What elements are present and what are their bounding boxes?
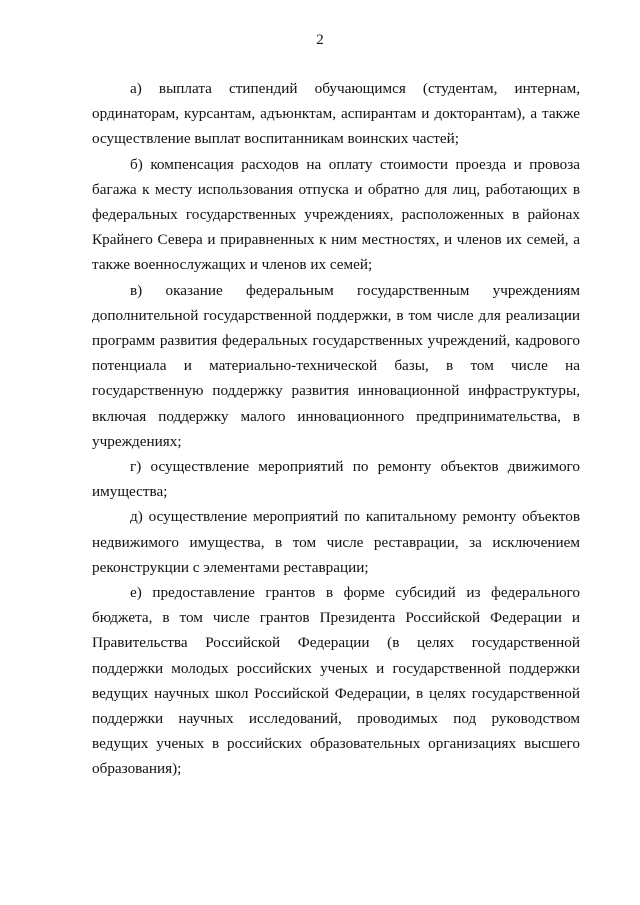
document-body bbox=[92, 76, 580, 782]
paragraph-d: д) осуществление мероприятий по капитальному ремонту объектов недвижимого имущества, в том числе реставрации, за исключением реконструкции с элементами реставрации; bbox=[92, 508, 580, 576]
paragraph-v: в) оказание федеральным государственным учреждениям дополнительной государственной поддержки, в том числе для реализации программ развития федеральных государственных учреждений, кадрового потенциала и материально-технической базы, в том числе на государственную поддержку развития инновационной инфраструктуры, включая поддержку малого инновационного предпринимательства, в учреждениях; bbox=[92, 281, 580, 450]
paragraph-g: г) осуществление мероприятий по ремонту объектов движимого имущества; bbox=[92, 458, 580, 501]
paragraph-e: е) предоставление грантов в форме субсидий из федерального бюджета, в том числе грантов Президента Российской Федерации и Правительства Российской Федерации (в целях государственной поддержки молодых российских ученых и государственной поддержки ведущих научных школ Российской Федерации, в целях государственной поддержки научных исследований, проводимых под руководством ведущих ученых в российских образовательных организациях высшего образования); bbox=[92, 584, 580, 778]
paragraph-b: б) компенсация расходов на оплату стоимости проезда и провоза багажа к месту использования отпуска и обратно для лиц, работающих в федеральных государственных учреждениях, расположенных в районах Крайнего Севера и приравненных к ним местностях, и членов их семей, а также военнослужащих и членов их семей; bbox=[92, 155, 580, 274]
paragraph-a: а) выплата стипендий обучающимся (студентам, интернам, ординаторам, курсантам, адъюнктам, аспирантам и докторантам), а также осуществление выплат воспитанникам воинских частей; bbox=[92, 80, 580, 148]
page-number: 2 bbox=[316, 32, 324, 48]
